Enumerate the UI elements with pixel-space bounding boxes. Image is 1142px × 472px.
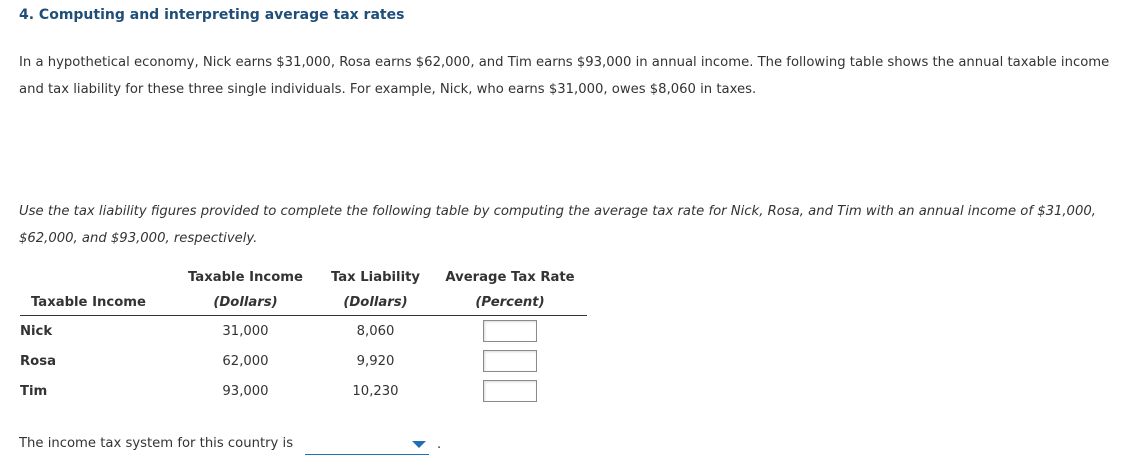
header-dollars-liability: (Dollars) (318, 290, 433, 316)
conclusion-text: The income tax system for this country is (19, 436, 294, 451)
average-tax-rate-input-tim[interactable] (483, 380, 537, 402)
row-liability: 10,230 (352, 383, 399, 399)
header-row-label: Taxable Income (20, 290, 173, 316)
row-name: Tim (20, 383, 48, 399)
question-title: 4. Computing and interpreting average tax rates (19, 7, 405, 23)
header-dollars-income: (Dollars) (173, 290, 318, 316)
tax-table (20, 265, 587, 406)
header-percent: (Percent) (433, 290, 587, 316)
chevron-down-icon (412, 441, 426, 448)
row-liability: 9,920 (356, 353, 395, 369)
header-average-tax-rate: Average Tax Rate (445, 270, 575, 285)
header-tax-liability: Tax Liability (330, 270, 420, 285)
instruction-paragraph: Use the tax liability figures provided to complete the following table by computing the average tax rate for Nick, Rosa, and Tim with an annual income of $31,000, $62,000, and $93,000, respectively. (19, 204, 1096, 246)
row-income: 93,000 (222, 383, 269, 399)
row-name: Rosa (20, 353, 56, 369)
row-income: 62,000 (222, 353, 269, 369)
table-row (20, 346, 587, 376)
intro-paragraph: In a hypothetical economy, Nick earns $31,000, Rosa earns $62,000, and Tim earns $93,000 in annual income. The following table shows the annual taxable income and tax liability for these three single individuals. For example, Nick, who earns $31,000, owes $8,060 in taxes. (19, 55, 1110, 97)
row-liability: 8,060 (356, 323, 395, 339)
conclusion-period: . (437, 437, 442, 452)
header-taxable-income: Taxable Income (188, 270, 303, 285)
table-row (20, 316, 587, 347)
tax-system-dropdown[interactable] (305, 434, 429, 455)
average-tax-rate-input-nick[interactable] (483, 320, 537, 342)
table-row (20, 376, 587, 406)
row-name: Nick (20, 323, 53, 339)
average-tax-rate-input-rosa[interactable] (483, 350, 537, 372)
row-income: 31,000 (222, 323, 269, 339)
